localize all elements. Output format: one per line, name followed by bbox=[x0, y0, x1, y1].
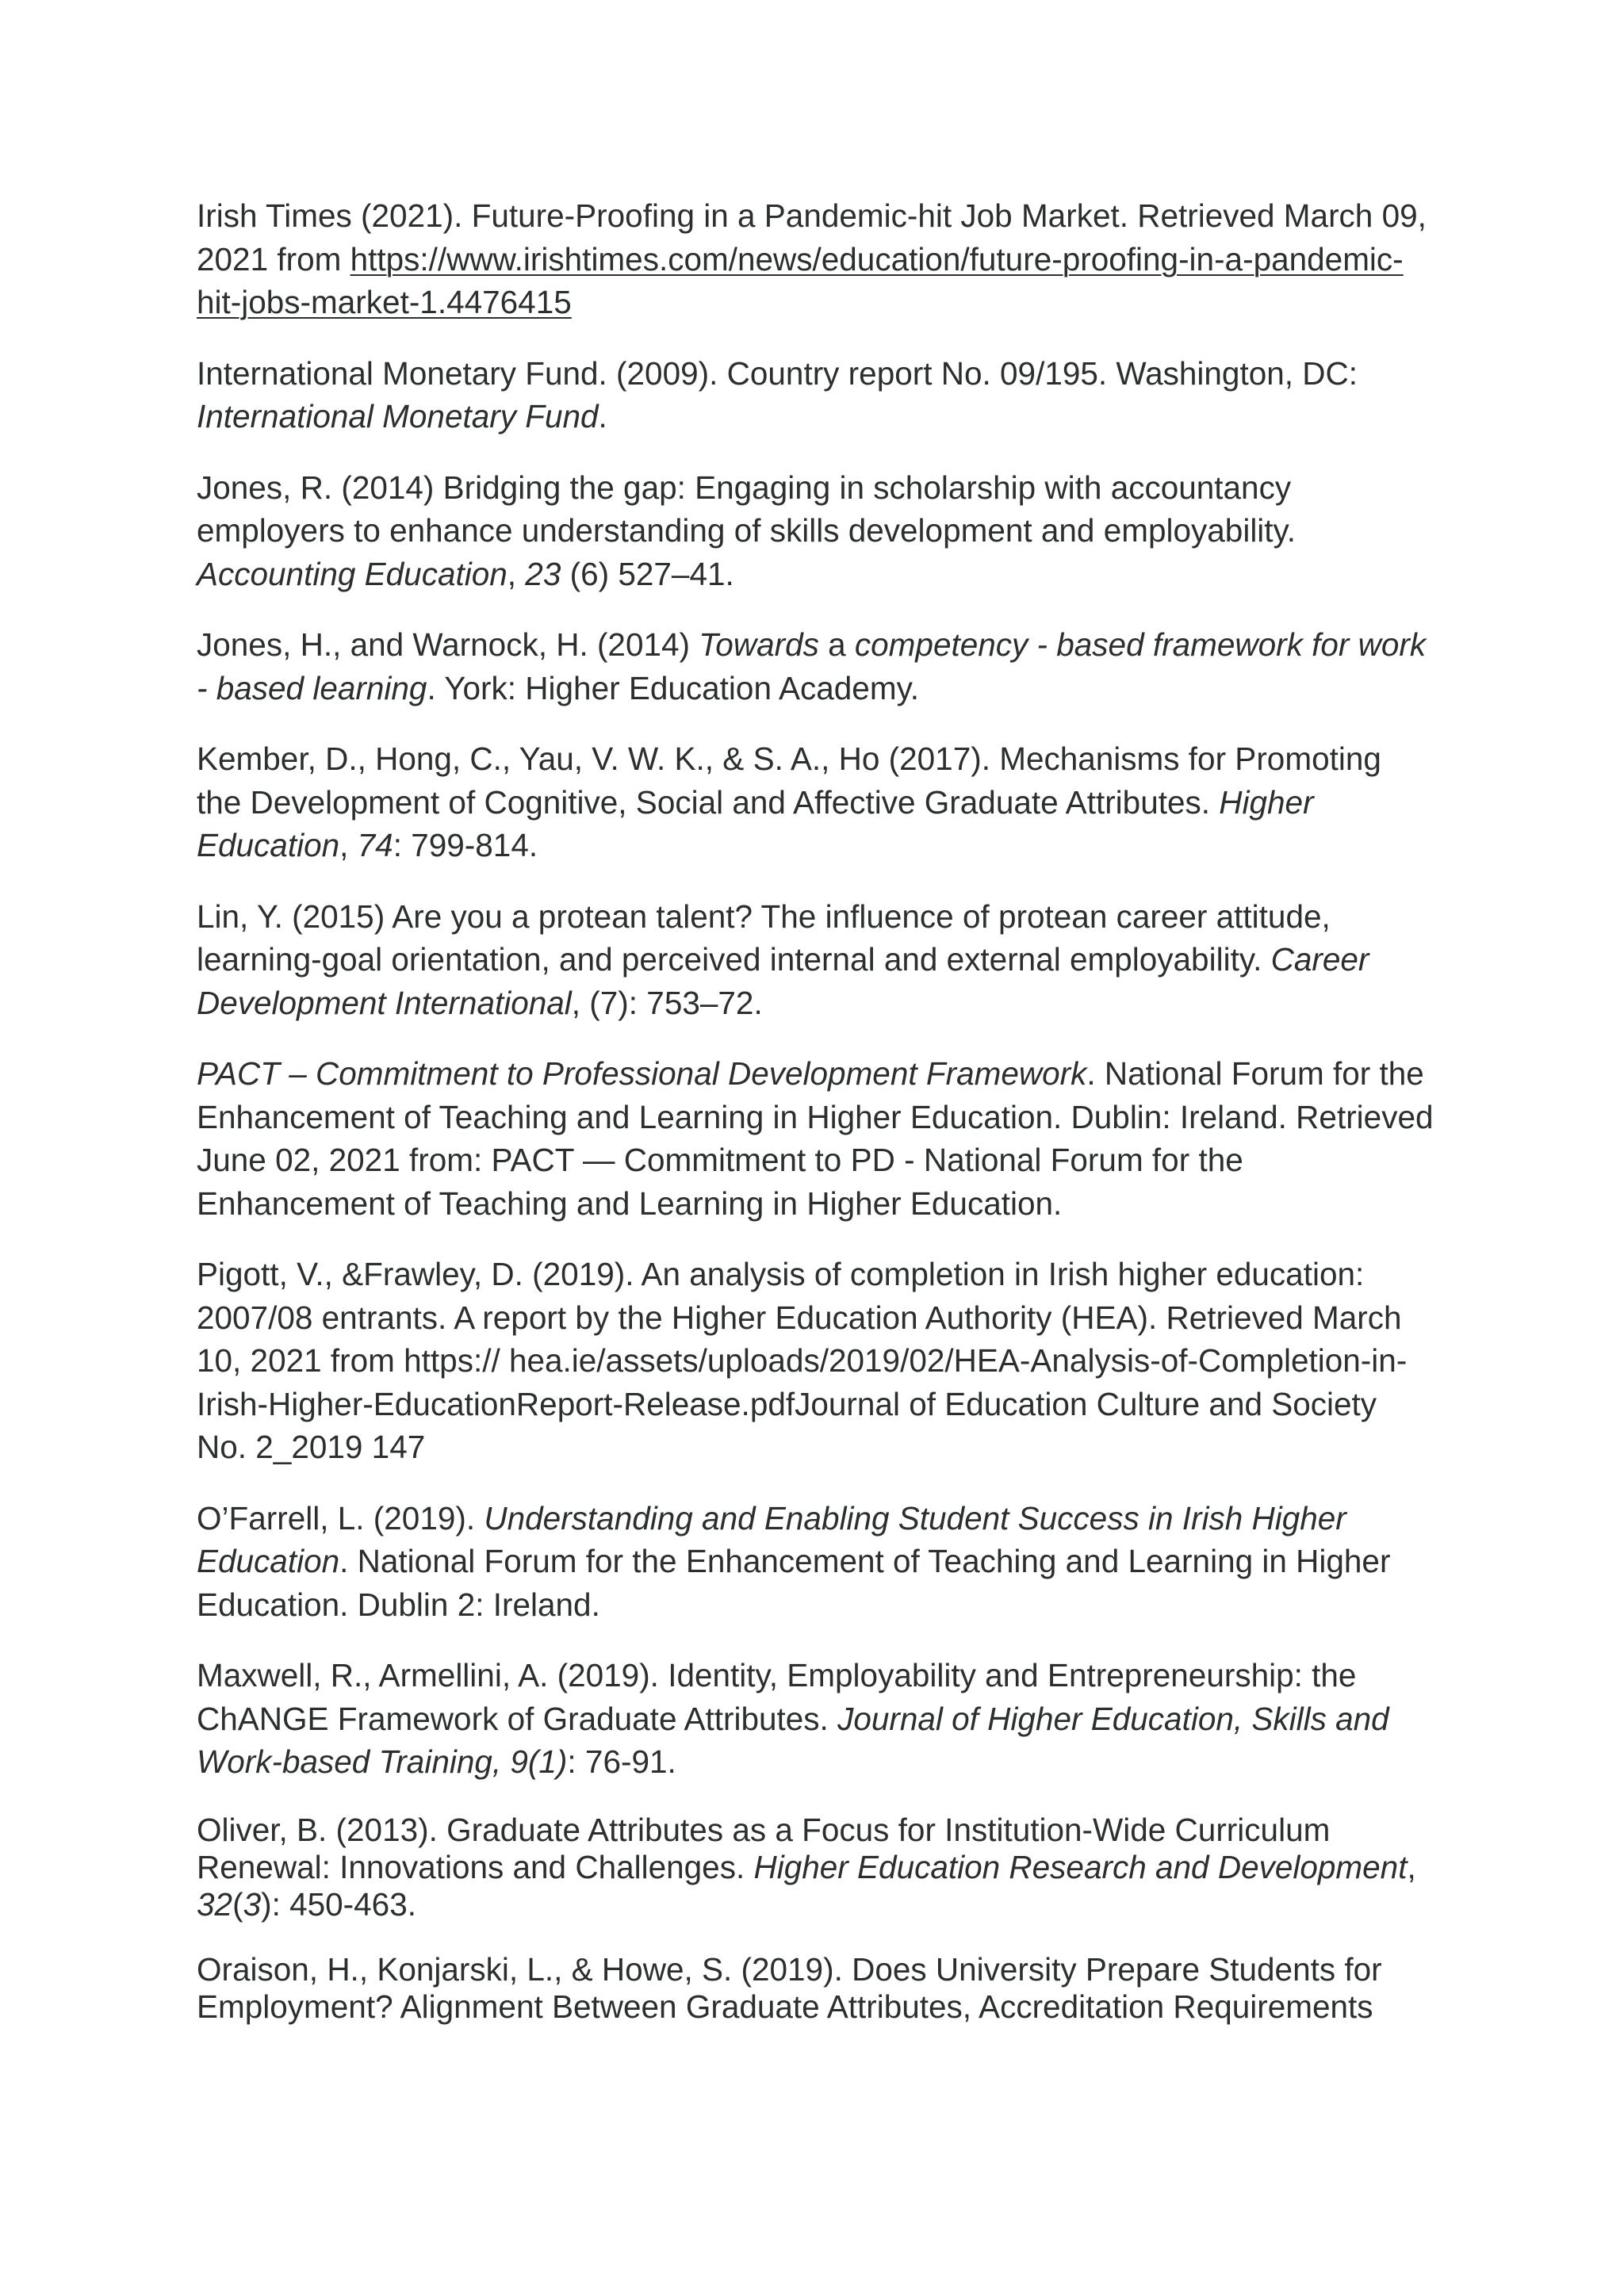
reference-entry bbox=[197, 466, 1434, 596]
reference-italic-text: Towards bbox=[699, 626, 819, 663]
reference-italic-text: Career Development International bbox=[197, 941, 1369, 1021]
reference-text: . National Forum for the Enhancement of Teaching and Learning in Higher Education. Dublin 2: Ireland. bbox=[197, 1543, 1391, 1623]
reference-italic-text: Journal of Higher Education, Skills and Work-based Training, 9(1) bbox=[197, 1700, 1389, 1780]
reference-text: O’Farrell, L. (2019). bbox=[197, 1499, 485, 1536]
reference-entry bbox=[197, 1253, 1434, 1469]
reference-text: : 799-814. bbox=[393, 827, 538, 863]
reference-entry bbox=[197, 1951, 1434, 2026]
reference-text: : 76-91. bbox=[567, 1743, 676, 1780]
reference-italic-text: PACT – Commitment to Professional Development Framework bbox=[197, 1055, 1087, 1092]
reference-link[interactable]: https://www.irishtimes.com/news/education/future-proofing-in-a-pandemic-hit-jobs-market-1.4476415 bbox=[197, 240, 1404, 320]
reference-text: Maxwell, R., Armellini, A. (2019). Identity, Employability and Entrepreneurship: the ChANGE Framework of Graduate Attributes. bbox=[197, 1657, 1357, 1737]
reference-entry bbox=[197, 1052, 1434, 1225]
reference-italic-text: 23 bbox=[525, 555, 561, 592]
reference-entry bbox=[197, 352, 1434, 438]
reference-text: Oliver, B. (2013). Graduate Attributes as a Focus for Institution-Wide Curriculum Renewal: Innovations and Challenges. bbox=[197, 1811, 1331, 1885]
reference-text: . National Forum for the Enhancement of Teaching and Learning in Higher Education. Dublin: Ireland. Retrieved June 02, 2021 from: PACT — Commitment to PD - National Forum for the Enhancement of Teaching and Learning in Higher Education. bbox=[197, 1055, 1434, 1222]
reference-text: Oraison, H., Konjarski, L., & Howe, S. (2019). Does University Prepare Students for Employment? Alignment Between Graduate Attributes, Accreditation Requirements bbox=[197, 1950, 1382, 2025]
reference-italic-text: Understanding and Enabling Student Success in Irish Higher Education bbox=[197, 1499, 1346, 1579]
reference-text: . York: Higher Education Academy. bbox=[427, 669, 920, 706]
reference-italic-text: competency - based framework for work - based learning bbox=[197, 626, 1427, 706]
reference-text: Jones, H., and Warnock, H. (2014) bbox=[197, 626, 699, 663]
reference-entry bbox=[197, 194, 1434, 324]
reference-text: , (7): 753–72. bbox=[571, 984, 763, 1021]
reference-text: ( bbox=[232, 1885, 243, 1923]
reference-text: , bbox=[339, 827, 358, 863]
reference-list bbox=[197, 194, 1434, 2053]
reference-text: Kember, D., Hong, C., Yau, V. W. K., & S. A., Ho (2017). Mechanisms for Promoting the Development of Cognitive, Social and Affective Graduate Attributes. bbox=[197, 740, 1381, 821]
reference-entry bbox=[197, 623, 1434, 710]
reference-text: Pigott, V., &Frawley, D. (2019). An analysis of completion in Irish higher education: 2007/08 entrants. A report by the Higher Education Authority (HEA). Retrieved March 10, 2021 from https:// hea.ie/assets/uploads/2019/02/HEA-Analysis-of-Completion-in-Irish-Higher-EducationReport-Release.pdfJournal of Education Culture and Society No. 2_2019 147 bbox=[197, 1256, 1408, 1465]
reference-entry bbox=[197, 1654, 1434, 1784]
reference-text: International Monetary Fund. (2009). Country report No. 09/195. Washington, DC: bbox=[197, 354, 1358, 392]
reference-text: . bbox=[598, 398, 607, 434]
reference-entry bbox=[197, 1497, 1434, 1627]
reference-text: (6) 527–41. bbox=[561, 555, 734, 592]
reference-text: , bbox=[1407, 1848, 1416, 1885]
reference-entry bbox=[197, 737, 1434, 867]
reference-text: a bbox=[818, 626, 855, 663]
reference-text: ): 450-463. bbox=[261, 1885, 416, 1923]
reference-italic-text: 32 bbox=[197, 1885, 233, 1923]
reference-italic-text: Accounting Education bbox=[197, 555, 508, 592]
reference-entry bbox=[197, 895, 1434, 1025]
reference-text: Lin, Y. (2015) Are you a protean talent? The influence of protean career attitude, learning-goal orientation, and perceived internal and external employability. bbox=[197, 897, 1331, 978]
reference-entry bbox=[197, 1812, 1434, 1923]
reference-italic-text: Higher Education Research and Development bbox=[753, 1848, 1408, 1885]
reference-italic-text: 74 bbox=[357, 827, 393, 863]
reference-text: Jones, R. (2014) Bridging the gap: Engaging in scholarship with accountancy employers to enhance understanding of skills development and employability. bbox=[197, 469, 1297, 549]
reference-italic-text: 3 bbox=[243, 1885, 262, 1923]
reference-text: , bbox=[507, 555, 526, 592]
reference-text: Irish Times (2021). Future-Proofing in a Pandemic-hit Job Market. Retrieved March 09, 2021 from bbox=[197, 197, 1427, 277]
reference-italic-text: International Monetary Fund bbox=[197, 398, 599, 434]
reference-italic-text: Higher Education bbox=[197, 783, 1314, 863]
